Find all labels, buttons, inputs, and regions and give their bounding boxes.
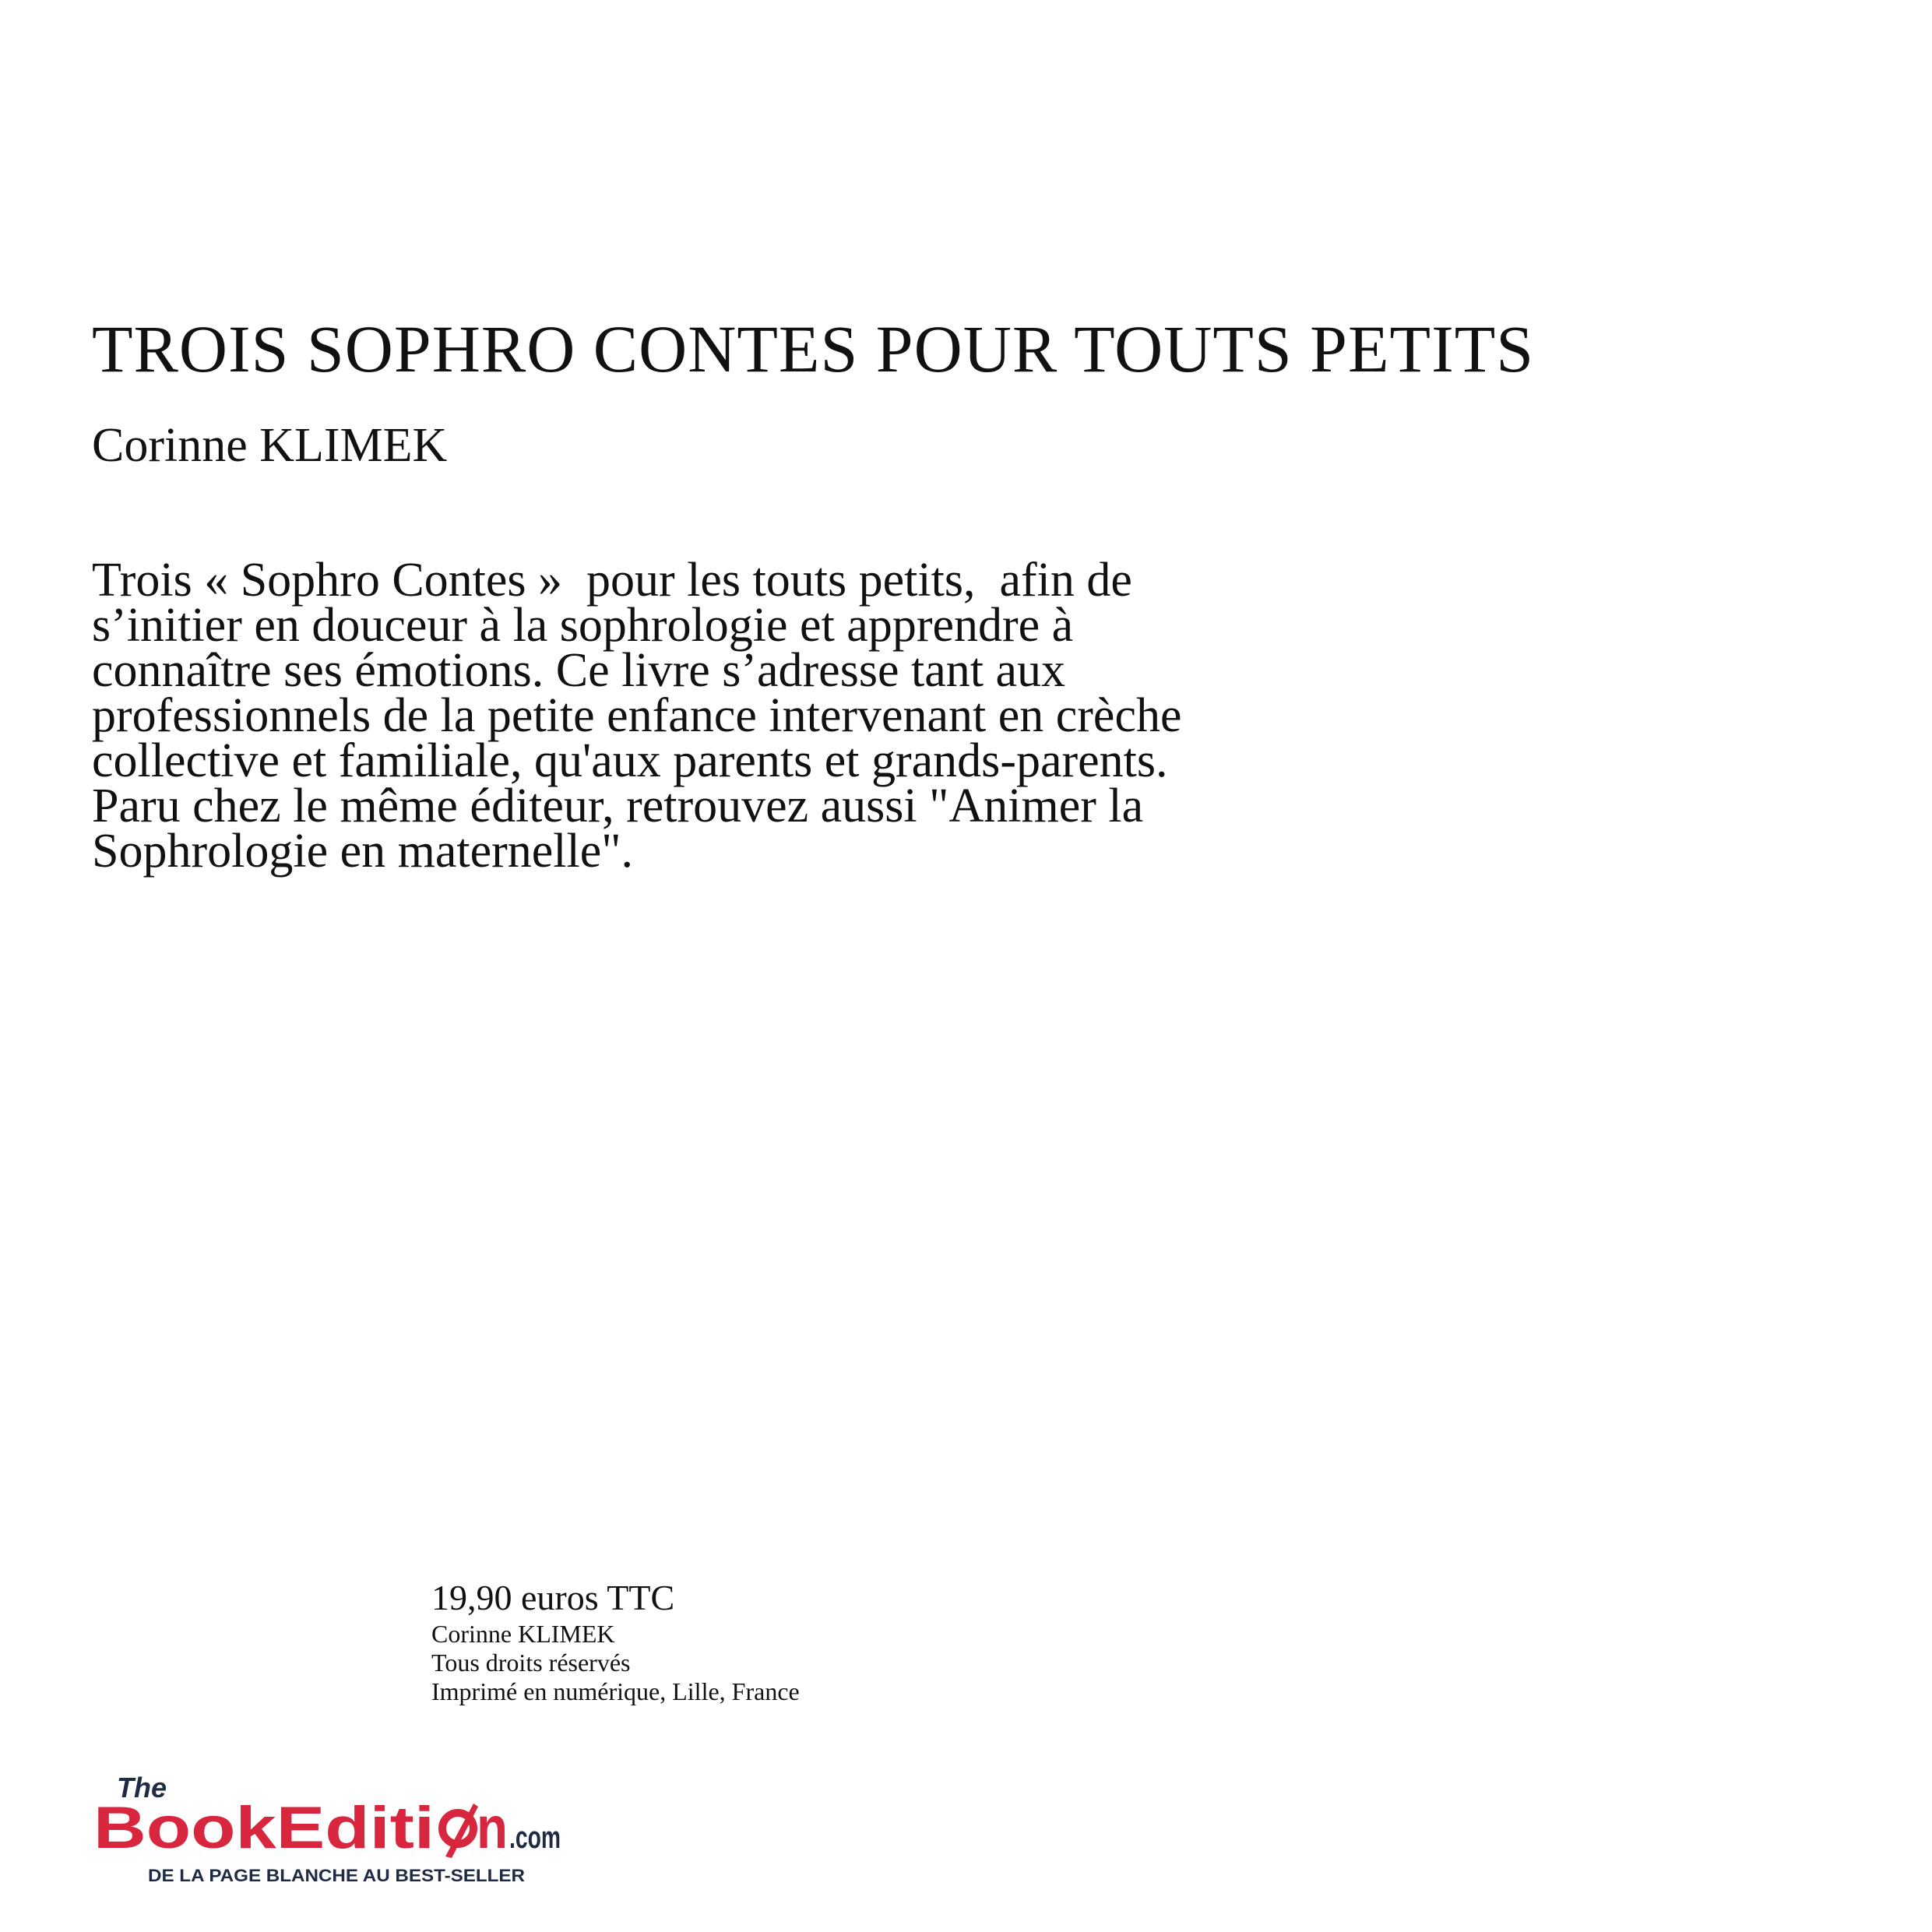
logo-tagline: DE LA PAGE BLANCHE AU BEST-SELLER bbox=[148, 1866, 526, 1885]
summary-line: collective et familiale, qu'aux parents et grands-parents. bbox=[92, 734, 1168, 787]
book-author: Corinne KLIMEK bbox=[92, 419, 448, 472]
summary-line: connaître ses émotions. Ce livre s’adresse tant aux bbox=[92, 644, 1065, 697]
book-summary bbox=[92, 554, 1571, 878]
summary-line: Paru chez le même éditeur, retrouvez aussi "Animer la bbox=[92, 779, 1144, 832]
publisher-logo bbox=[93, 1768, 561, 1892]
summary-line: professionnels de la petite enfance intervenant en crèche bbox=[92, 689, 1182, 742]
logo-n-text: n bbox=[477, 1795, 508, 1861]
logo-com-text: .com bbox=[509, 1821, 561, 1855]
logo-the-text: The bbox=[117, 1772, 167, 1804]
colophon-author: Corinne KLIMEK bbox=[431, 1620, 615, 1648]
book-title: TROIS SOPHRO CONTES POUR TOUTS PETITS bbox=[92, 311, 1535, 386]
summary-line: Trois « Sophro Contes » pour les touts petits, afin de bbox=[92, 554, 1132, 607]
rights-notice: Tous droits réservés bbox=[431, 1649, 631, 1677]
colophon bbox=[431, 1576, 800, 1706]
price-label: 19,90 euros TTC bbox=[431, 1578, 675, 1617]
summary-line: Sophrologie en maternelle". bbox=[92, 825, 634, 878]
summary-line: s’initier en douceur à la sophrologie et apprendre à bbox=[92, 599, 1074, 652]
printing-notice: Imprimé en numérique, Lille, France bbox=[431, 1677, 800, 1705]
logo-book-text: BookEditi bbox=[93, 1795, 435, 1861]
